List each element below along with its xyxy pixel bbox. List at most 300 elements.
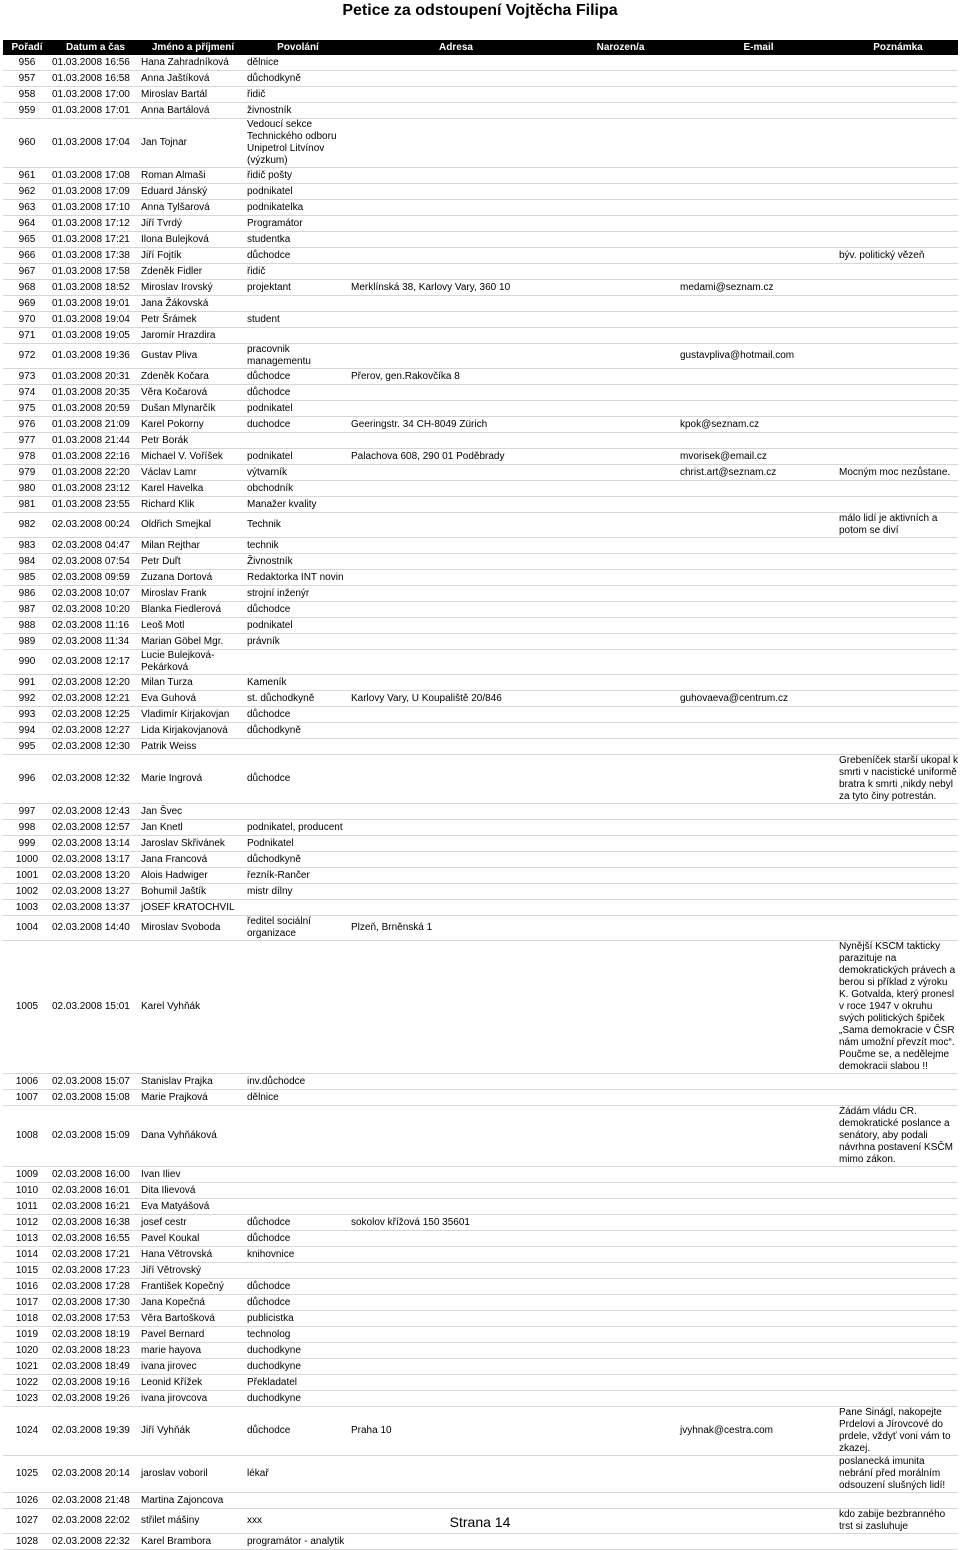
table-row bbox=[3, 1279, 958, 1295]
birth-cell bbox=[562, 900, 679, 916]
table-row bbox=[3, 417, 958, 433]
birth-cell bbox=[562, 232, 679, 248]
column-header-note: Poznámka bbox=[838, 40, 958, 55]
birth-cell bbox=[562, 1231, 679, 1247]
table-row bbox=[3, 200, 958, 216]
name-cell: Věra Bartošková bbox=[140, 1311, 246, 1327]
email-cell bbox=[679, 1311, 838, 1327]
datetime-cell: 01.03.2008 23:12 bbox=[51, 481, 140, 497]
occupation-cell: duchodce bbox=[246, 417, 350, 433]
order-cell: 1017 bbox=[3, 1295, 51, 1311]
datetime-cell: 02.03.2008 15:01 bbox=[51, 941, 140, 1074]
email-cell: kpok@seznam.cz bbox=[679, 417, 838, 433]
birth-cell bbox=[562, 1311, 679, 1327]
occupation-cell bbox=[246, 1106, 350, 1167]
address-cell bbox=[350, 232, 562, 248]
note-cell: Pane Šinágl, nakopejte Prdelovi a Jírovcové do prdele, vždyť voni vám to zkazej. bbox=[838, 1407, 958, 1456]
occupation-cell: Živnostník bbox=[246, 554, 350, 570]
order-cell: 1014 bbox=[3, 1247, 51, 1263]
note-cell bbox=[838, 1167, 958, 1183]
email-cell bbox=[679, 71, 838, 87]
occupation-cell: dělnice bbox=[246, 55, 350, 71]
name-cell: Jan Knetl bbox=[140, 820, 246, 836]
birth-cell bbox=[562, 433, 679, 449]
order-cell: 1000 bbox=[3, 852, 51, 868]
note-cell bbox=[838, 200, 958, 216]
table-row bbox=[3, 497, 958, 513]
name-cell: Jiří Tvrdý bbox=[140, 216, 246, 232]
table-row bbox=[3, 618, 958, 634]
name-cell: Richard Klik bbox=[140, 497, 246, 513]
birth-cell bbox=[562, 1375, 679, 1391]
email-cell bbox=[679, 497, 838, 513]
datetime-cell: 01.03.2008 17:00 bbox=[51, 87, 140, 103]
order-cell: 1022 bbox=[3, 1375, 51, 1391]
table-row bbox=[3, 1391, 958, 1407]
occupation-cell: st. důchodkyně bbox=[246, 691, 350, 707]
order-cell: 985 bbox=[3, 570, 51, 586]
datetime-cell: 02.03.2008 19:26 bbox=[51, 1391, 140, 1407]
occupation-cell: studentka bbox=[246, 232, 350, 248]
occupation-cell bbox=[246, 433, 350, 449]
table-row bbox=[3, 900, 958, 916]
occupation-cell: důchodce bbox=[246, 1279, 350, 1295]
occupation-cell: mistr dílny bbox=[246, 884, 350, 900]
email-cell bbox=[679, 739, 838, 755]
datetime-cell: 01.03.2008 20:35 bbox=[51, 385, 140, 401]
order-cell: 999 bbox=[3, 836, 51, 852]
order-cell: 1007 bbox=[3, 1090, 51, 1106]
occupation-cell bbox=[246, 1183, 350, 1199]
birth-cell bbox=[562, 755, 679, 804]
email-cell bbox=[679, 1534, 838, 1550]
occupation-cell: technolog bbox=[246, 1327, 350, 1343]
table-header-row bbox=[3, 40, 958, 55]
datetime-cell: 01.03.2008 17:10 bbox=[51, 200, 140, 216]
datetime-cell: 01.03.2008 16:56 bbox=[51, 55, 140, 71]
name-cell: Eduard Jánský bbox=[140, 184, 246, 200]
note-cell bbox=[838, 1375, 958, 1391]
address-cell bbox=[350, 1359, 562, 1375]
page-number: Strana 14 bbox=[449, 1514, 511, 1530]
table-row bbox=[3, 916, 958, 941]
table-row bbox=[3, 755, 958, 804]
birth-cell bbox=[562, 602, 679, 618]
name-cell: Jana Francová bbox=[140, 852, 246, 868]
birth-cell bbox=[562, 739, 679, 755]
email-cell bbox=[679, 634, 838, 650]
order-cell: 979 bbox=[3, 465, 51, 481]
birth-cell bbox=[562, 344, 679, 369]
email-cell bbox=[679, 884, 838, 900]
note-cell bbox=[838, 723, 958, 739]
occupation-cell: duchodkyne bbox=[246, 1391, 350, 1407]
birth-cell bbox=[562, 554, 679, 570]
table-row bbox=[3, 1263, 958, 1279]
address-cell: Praha 10 bbox=[350, 1407, 562, 1456]
name-cell: Milan Rejthar bbox=[140, 538, 246, 554]
order-cell: 1005 bbox=[3, 941, 51, 1074]
order-cell: 971 bbox=[3, 328, 51, 344]
order-cell: 963 bbox=[3, 200, 51, 216]
datetime-cell: 01.03.2008 21:44 bbox=[51, 433, 140, 449]
order-cell: 1013 bbox=[3, 1231, 51, 1247]
name-cell: Petr Šrámek bbox=[140, 312, 246, 328]
datetime-cell: 02.03.2008 11:34 bbox=[51, 634, 140, 650]
birth-cell bbox=[562, 465, 679, 481]
birth-cell bbox=[562, 650, 679, 675]
order-cell: 982 bbox=[3, 513, 51, 538]
order-cell: 958 bbox=[3, 87, 51, 103]
note-cell bbox=[838, 103, 958, 119]
datetime-cell: 01.03.2008 17:08 bbox=[51, 168, 140, 184]
address-cell bbox=[350, 1231, 562, 1247]
order-cell: 972 bbox=[3, 344, 51, 369]
email-cell bbox=[679, 1090, 838, 1106]
datetime-cell: 01.03.2008 20:31 bbox=[51, 369, 140, 385]
occupation-cell: Programátor bbox=[246, 216, 350, 232]
order-cell: 1021 bbox=[3, 1359, 51, 1375]
name-cell: Jiří Větrovský bbox=[140, 1263, 246, 1279]
datetime-cell: 01.03.2008 19:01 bbox=[51, 296, 140, 312]
address-cell bbox=[350, 852, 562, 868]
datetime-cell: 01.03.2008 20:59 bbox=[51, 401, 140, 417]
table-row bbox=[3, 296, 958, 312]
table-row bbox=[3, 401, 958, 417]
table-row bbox=[3, 312, 958, 328]
birth-cell bbox=[562, 1279, 679, 1295]
note-cell bbox=[838, 184, 958, 200]
name-cell: Eva Matyášová bbox=[140, 1199, 246, 1215]
table-row bbox=[3, 1167, 958, 1183]
datetime-cell: 02.03.2008 22:32 bbox=[51, 1534, 140, 1550]
email-cell bbox=[679, 868, 838, 884]
datetime-cell: 02.03.2008 12:20 bbox=[51, 675, 140, 691]
occupation-cell: duchodkyne bbox=[246, 1359, 350, 1375]
address-cell bbox=[350, 554, 562, 570]
birth-cell bbox=[562, 385, 679, 401]
note-cell bbox=[838, 280, 958, 296]
order-cell: 992 bbox=[3, 691, 51, 707]
birth-cell bbox=[562, 1199, 679, 1215]
name-cell: Věra Kočarová bbox=[140, 385, 246, 401]
column-header-order: Pořadí bbox=[3, 40, 51, 55]
occupation-cell: podnikatel bbox=[246, 401, 350, 417]
datetime-cell: 01.03.2008 18:52 bbox=[51, 280, 140, 296]
datetime-cell: 02.03.2008 13:17 bbox=[51, 852, 140, 868]
address-cell bbox=[350, 820, 562, 836]
datetime-cell: 02.03.2008 10:20 bbox=[51, 602, 140, 618]
address-cell bbox=[350, 1199, 562, 1215]
email-cell bbox=[679, 852, 838, 868]
note-cell bbox=[838, 618, 958, 634]
table-row bbox=[3, 675, 958, 691]
address-cell bbox=[350, 1375, 562, 1391]
column-header-birth: Narozen/a bbox=[562, 40, 679, 55]
birth-cell bbox=[562, 1106, 679, 1167]
column-header-email: E-mail bbox=[679, 40, 838, 55]
table-row bbox=[3, 55, 958, 71]
birth-cell bbox=[562, 941, 679, 1074]
occupation-cell: duchodkyne bbox=[246, 1343, 350, 1359]
occupation-cell: inv.důchodce bbox=[246, 1074, 350, 1090]
name-cell: Václav Lamr bbox=[140, 465, 246, 481]
order-cell: 968 bbox=[3, 280, 51, 296]
occupation-cell bbox=[246, 1493, 350, 1509]
address-cell bbox=[350, 1493, 562, 1509]
datetime-cell: 02.03.2008 10:07 bbox=[51, 586, 140, 602]
occupation-cell: řidič bbox=[246, 87, 350, 103]
occupation-cell bbox=[246, 941, 350, 1074]
note-cell bbox=[838, 1311, 958, 1327]
table-row bbox=[3, 1375, 958, 1391]
table-row bbox=[3, 1183, 958, 1199]
datetime-cell: 01.03.2008 17:21 bbox=[51, 232, 140, 248]
occupation-cell: řidič pošty bbox=[246, 168, 350, 184]
address-cell bbox=[350, 884, 562, 900]
note-cell: Žádám vládu ČR. demokratické poslance a senátory, aby podali návrhna postavení KSČM mimo zákon. bbox=[838, 1106, 958, 1167]
birth-cell bbox=[562, 1407, 679, 1456]
occupation-cell: knihovnice bbox=[246, 1247, 350, 1263]
note-cell bbox=[838, 1263, 958, 1279]
name-cell: Hana Větrovská bbox=[140, 1247, 246, 1263]
email-cell bbox=[679, 433, 838, 449]
order-cell: 1003 bbox=[3, 900, 51, 916]
order-cell: 993 bbox=[3, 707, 51, 723]
datetime-cell: 02.03.2008 12:57 bbox=[51, 820, 140, 836]
occupation-cell bbox=[246, 1167, 350, 1183]
email-cell bbox=[679, 836, 838, 852]
note-cell bbox=[838, 1090, 958, 1106]
datetime-cell: 02.03.2008 17:30 bbox=[51, 1295, 140, 1311]
note-cell bbox=[838, 449, 958, 465]
order-cell: 1026 bbox=[3, 1493, 51, 1509]
address-cell: Merklínská 38, Karlovy Vary, 360 10 bbox=[350, 280, 562, 296]
address-cell bbox=[350, 200, 562, 216]
order-cell: 962 bbox=[3, 184, 51, 200]
name-cell: střilet mášiny bbox=[140, 1509, 246, 1534]
name-cell: Karel Havelka bbox=[140, 481, 246, 497]
order-cell: 1024 bbox=[3, 1407, 51, 1456]
order-cell: 1023 bbox=[3, 1391, 51, 1407]
note-cell bbox=[838, 1247, 958, 1263]
table-row bbox=[3, 87, 958, 103]
name-cell: ivana jirovec bbox=[140, 1359, 246, 1375]
order-cell: 969 bbox=[3, 296, 51, 312]
email-cell bbox=[679, 1327, 838, 1343]
occupation-cell: podnikatel, producent bbox=[246, 820, 350, 836]
birth-cell bbox=[562, 449, 679, 465]
birth-cell bbox=[562, 1074, 679, 1090]
occupation-cell: právník bbox=[246, 634, 350, 650]
occupation-cell: Podnikatel bbox=[246, 836, 350, 852]
note-cell bbox=[838, 328, 958, 344]
note-cell bbox=[838, 1534, 958, 1550]
email-cell bbox=[679, 1295, 838, 1311]
occupation-cell bbox=[246, 804, 350, 820]
note-cell bbox=[838, 1231, 958, 1247]
occupation-cell: Manažer kvality bbox=[246, 497, 350, 513]
address-cell bbox=[350, 1247, 562, 1263]
note-cell: býv. politický vězeň bbox=[838, 248, 958, 264]
birth-cell bbox=[562, 71, 679, 87]
order-cell: 991 bbox=[3, 675, 51, 691]
email-cell: guhovaeva@centrum.cz bbox=[679, 691, 838, 707]
address-cell bbox=[350, 1183, 562, 1199]
table-row bbox=[3, 739, 958, 755]
birth-cell bbox=[562, 852, 679, 868]
occupation-cell: obchodník bbox=[246, 481, 350, 497]
name-cell: Ilona Bulejková bbox=[140, 232, 246, 248]
name-cell: Dana Vyhňáková bbox=[140, 1106, 246, 1167]
occupation-cell: programátor - analytik bbox=[246, 1534, 350, 1550]
note-cell bbox=[838, 55, 958, 71]
order-cell: 957 bbox=[3, 71, 51, 87]
order-cell: 998 bbox=[3, 820, 51, 836]
address-cell: Geeringstr. 34 CH-8049 Zürich bbox=[350, 417, 562, 433]
datetime-cell: 02.03.2008 17:21 bbox=[51, 1247, 140, 1263]
datetime-cell: 02.03.2008 21:48 bbox=[51, 1493, 140, 1509]
birth-cell bbox=[562, 1359, 679, 1375]
email-cell bbox=[679, 602, 838, 618]
name-cell: Miroslav Svoboda bbox=[140, 916, 246, 941]
birth-cell bbox=[562, 1343, 679, 1359]
name-cell: Michael V. Voříšek bbox=[140, 449, 246, 465]
email-cell bbox=[679, 168, 838, 184]
order-cell: 990 bbox=[3, 650, 51, 675]
note-cell: Nynější KSČM takticky parazituje na demokratických právech a berou si příklad z výroku K. Gotvalda, který pronesl v roce 1947 v okruhu svých politických špiček „Sama demokracie v ČSR nám umožní převzít moc“. Poučme se, a nedělejme demokracii slabou !! bbox=[838, 941, 958, 1074]
note-cell bbox=[838, 401, 958, 417]
name-cell: Zuzana Dortová bbox=[140, 570, 246, 586]
address-cell bbox=[350, 900, 562, 916]
order-cell: 988 bbox=[3, 618, 51, 634]
email-cell bbox=[679, 513, 838, 538]
birth-cell bbox=[562, 280, 679, 296]
order-cell: 959 bbox=[3, 103, 51, 119]
name-cell: Anna Jaštíková bbox=[140, 71, 246, 87]
email-cell bbox=[679, 216, 838, 232]
occupation-cell bbox=[246, 900, 350, 916]
note-cell bbox=[838, 650, 958, 675]
occupation-cell: projektant bbox=[246, 280, 350, 296]
email-cell bbox=[679, 369, 838, 385]
birth-cell bbox=[562, 1090, 679, 1106]
datetime-cell: 02.03.2008 19:16 bbox=[51, 1375, 140, 1391]
name-cell: Martina Zajoncova bbox=[140, 1493, 246, 1509]
address-cell bbox=[350, 739, 562, 755]
datetime-cell: 02.03.2008 13:20 bbox=[51, 868, 140, 884]
email-cell bbox=[679, 103, 838, 119]
datetime-cell: 02.03.2008 18:49 bbox=[51, 1359, 140, 1375]
order-cell: 973 bbox=[3, 369, 51, 385]
name-cell: Karel Brambora bbox=[140, 1534, 246, 1550]
name-cell: Anna Tylšarová bbox=[140, 200, 246, 216]
name-cell: josef cestr bbox=[140, 1215, 246, 1231]
order-cell: 980 bbox=[3, 481, 51, 497]
datetime-cell: 01.03.2008 22:20 bbox=[51, 465, 140, 481]
address-cell bbox=[350, 296, 562, 312]
birth-cell bbox=[562, 513, 679, 538]
datetime-cell: 02.03.2008 16:21 bbox=[51, 1199, 140, 1215]
name-cell: ivana jirovcova bbox=[140, 1391, 246, 1407]
name-cell: Karel Vyhňák bbox=[140, 941, 246, 1074]
datetime-cell: 01.03.2008 23:55 bbox=[51, 497, 140, 513]
birth-cell bbox=[562, 55, 679, 71]
email-cell bbox=[679, 538, 838, 554]
datetime-cell: 01.03.2008 19:04 bbox=[51, 312, 140, 328]
order-cell: 1006 bbox=[3, 1074, 51, 1090]
email-cell bbox=[679, 707, 838, 723]
table-body bbox=[3, 55, 958, 1550]
note-cell bbox=[838, 554, 958, 570]
table-row bbox=[3, 369, 958, 385]
email-cell bbox=[679, 1391, 838, 1407]
datetime-cell: 01.03.2008 16:58 bbox=[51, 71, 140, 87]
datetime-cell: 02.03.2008 04:47 bbox=[51, 538, 140, 554]
note-cell bbox=[838, 344, 958, 369]
birth-cell bbox=[562, 184, 679, 200]
order-cell: 961 bbox=[3, 168, 51, 184]
address-cell bbox=[350, 1343, 562, 1359]
datetime-cell: 02.03.2008 16:01 bbox=[51, 1183, 140, 1199]
note-cell bbox=[838, 1183, 958, 1199]
table-row bbox=[3, 1247, 958, 1263]
email-cell bbox=[679, 312, 838, 328]
name-cell: Miroslav Bartál bbox=[140, 87, 246, 103]
note-cell bbox=[838, 264, 958, 280]
address-cell bbox=[350, 1106, 562, 1167]
address-cell bbox=[350, 650, 562, 675]
name-cell: Marie Prajková bbox=[140, 1090, 246, 1106]
order-cell: 974 bbox=[3, 385, 51, 401]
birth-cell bbox=[562, 1456, 679, 1493]
note-cell bbox=[838, 538, 958, 554]
email-cell bbox=[679, 1343, 838, 1359]
order-cell: 1001 bbox=[3, 868, 51, 884]
table-row bbox=[3, 1215, 958, 1231]
email-cell bbox=[679, 755, 838, 804]
page-title: Petice za odstoupení Vojtěcha Filipa bbox=[342, 2, 618, 19]
order-cell: 1018 bbox=[3, 1311, 51, 1327]
birth-cell bbox=[562, 1263, 679, 1279]
note-cell bbox=[838, 312, 958, 328]
datetime-cell: 02.03.2008 12:17 bbox=[51, 650, 140, 675]
table-row bbox=[3, 71, 958, 87]
occupation-cell: Překladatel bbox=[246, 1375, 350, 1391]
occupation-cell: důchodce bbox=[246, 248, 350, 264]
email-cell bbox=[679, 1106, 838, 1167]
address-cell bbox=[350, 433, 562, 449]
address-cell bbox=[350, 570, 562, 586]
note-cell bbox=[838, 168, 958, 184]
table-row bbox=[3, 691, 958, 707]
birth-cell bbox=[562, 103, 679, 119]
email-cell bbox=[679, 1167, 838, 1183]
address-cell bbox=[350, 71, 562, 87]
petition-table bbox=[3, 40, 958, 1550]
address-cell bbox=[350, 1311, 562, 1327]
note-cell bbox=[838, 1391, 958, 1407]
email-cell bbox=[679, 328, 838, 344]
name-cell: marie hayova bbox=[140, 1343, 246, 1359]
name-cell: Marie Ingrová bbox=[140, 755, 246, 804]
occupation-cell: podnikatelka bbox=[246, 200, 350, 216]
table-row bbox=[3, 941, 958, 1074]
address-cell: Plzeň, Brněnská 1 bbox=[350, 916, 562, 941]
column-header-address: Adresa bbox=[350, 40, 562, 55]
address-cell bbox=[350, 168, 562, 184]
table-row bbox=[3, 481, 958, 497]
